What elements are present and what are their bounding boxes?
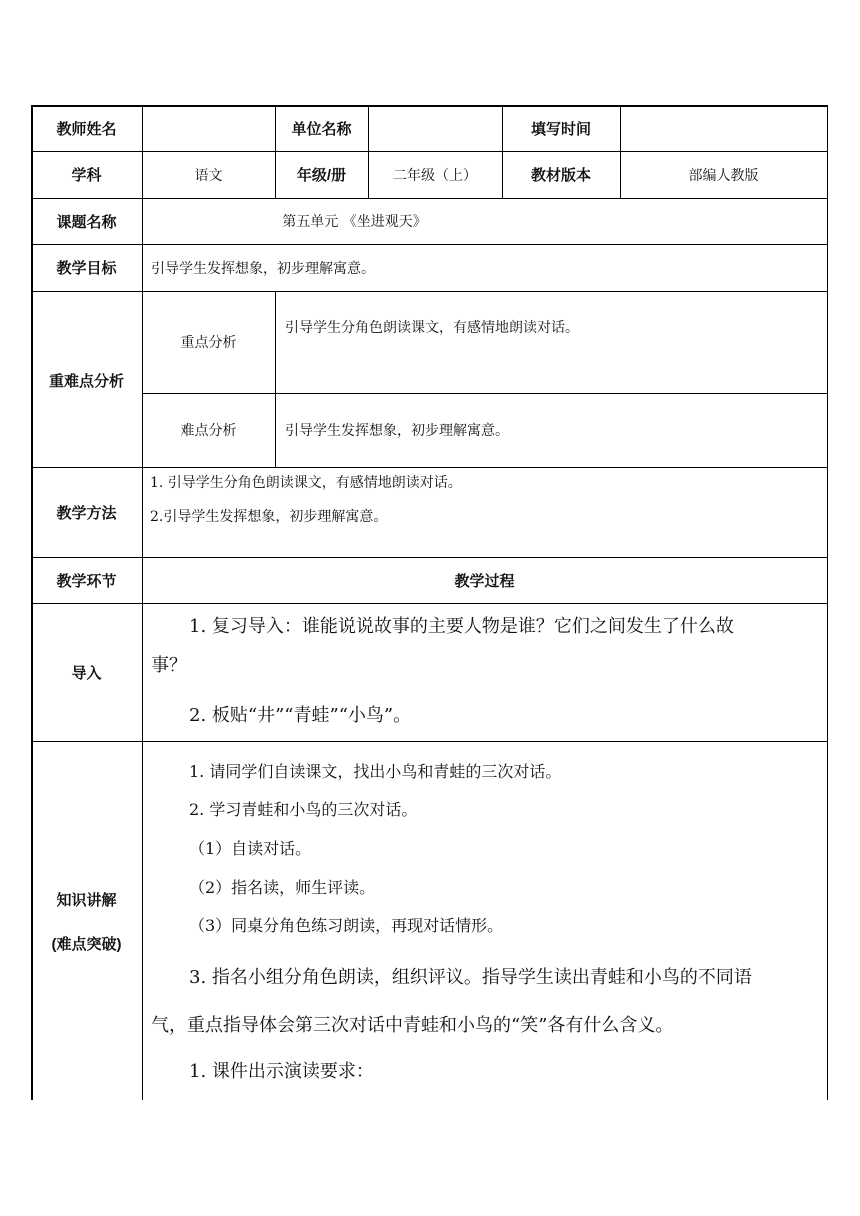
column-divider [275,291,276,467]
edition-label: 教材版本 [530,167,591,184]
knowledge-line-5: （3）同桌分角色练习朗读，再现对话情形。 [189,916,504,935]
method-line-2: 2.引导学生发挥想象，初步理解寓意。 [150,509,388,525]
intro-line-1: 1. 复习导入：谁能说说故事的主要人物是谁？它们之间发生了什么故 [189,616,734,637]
edition-value: 部编人教版 [688,167,759,184]
table-border-right [827,105,828,1100]
fill-time-field[interactable] [620,105,827,151]
knowledge-line-6-cont: 气，重点指导体会第三次对话中青蛙和小鸟的“笑”各有什么含义。 [151,1015,674,1036]
knowledge-line-7: 1. 课件出示演读要求： [189,1061,374,1082]
row-divider [31,741,828,742]
difficult-analysis-value: 引导学生发挥想象，初步理解寓意。 [285,423,509,439]
knowledge-line-1: 1. 请同学们自读课文，找出小鸟和青蛙的三次对话。 [189,762,562,781]
knowledge-label: 知识讲解 [56,891,117,909]
key-points-label: 重难点分析 [48,372,124,390]
process-header: 教学过程 [454,572,515,590]
intro-line-2: 2. 板贴“井”“青蛙”“小鸟”。 [189,705,412,726]
lesson-plan-table [31,105,828,1100]
key-analysis-value: 引导学生分角色朗读课文，有感情地朗读对话。 [285,320,579,336]
objective-value: 引导学生发挥想象，初步理解寓意。 [151,260,375,277]
lesson-title-label: 课题名称 [56,213,117,231]
stage-header: 教学环节 [56,572,117,590]
objective-label: 教学目标 [56,260,117,277]
subject-label: 学科 [71,167,102,184]
grade-value: 二年级（上） [393,167,477,184]
lesson-title-value: 第五单元 《坐进观天》 [282,214,427,230]
unit-name-label: 单位名称 [291,120,352,138]
intro-label: 导入 [71,664,102,682]
row-divider [31,603,828,604]
method-label: 教学方法 [56,504,117,522]
knowledge-line-6: 3. 指名小组分角色朗读，组织评议。指导学生读出青蛙和小鸟的不同语 [189,967,752,988]
knowledge-line-4: （2）指名读，师生评读。 [189,878,376,897]
method-line-1: 1. 引导学生分角色朗读课文，有感情地朗读对话。 [150,475,462,491]
teacher-name-field[interactable] [142,105,275,151]
teacher-name-label: 教师姓名 [56,120,117,138]
knowledge-line-2: 2. 学习青蛙和小鸟的三次对话。 [189,800,418,819]
fill-time-label: 填写时间 [530,120,591,138]
key-analysis-label: 重点分析 [180,335,237,351]
intro-line-1-cont: 事？ [151,655,187,676]
unit-name-field[interactable] [368,105,502,151]
grade-label: 年级/册 [296,167,347,184]
knowledge-line-3: （1）自读对话。 [189,839,312,858]
subject-value: 语文 [194,167,223,184]
row-divider [31,467,828,468]
difficult-analysis-label: 难点分析 [180,423,237,439]
knowledge-sublabel: (难点突破) [51,935,122,953]
